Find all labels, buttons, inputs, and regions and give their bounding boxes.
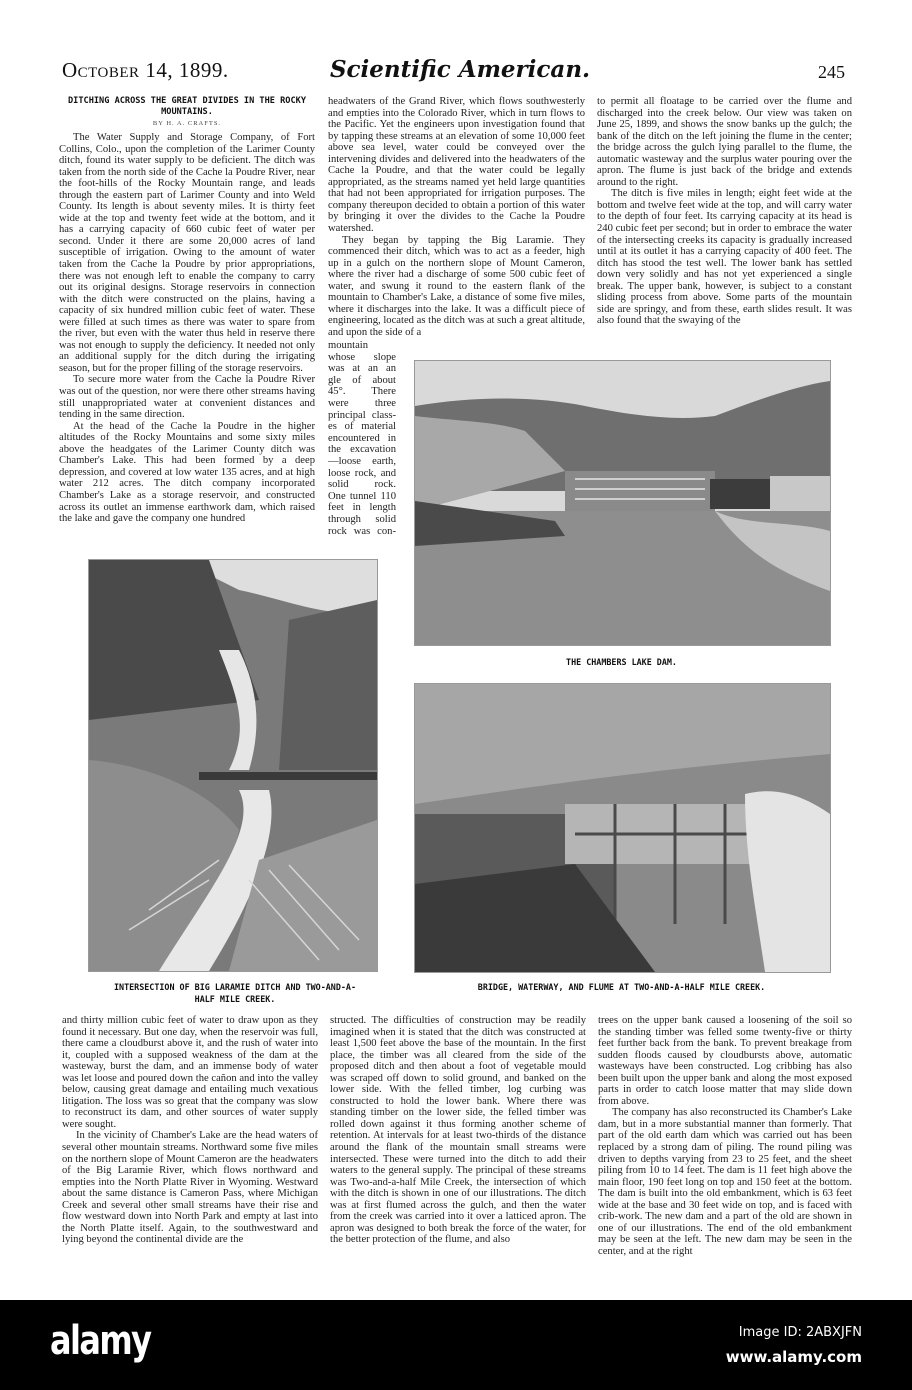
- issue-date: October 14, 1899.: [62, 58, 229, 82]
- article-headline: DITCHING ACROSS THE GREAT DIVIDES IN THE ROCKY MOUNTAINS.: [68, 96, 306, 117]
- narrow-line: mountain: [328, 340, 369, 351]
- narrow-line: One tunnel 110: [328, 490, 396, 502]
- narrow-line: loose rock, and: [328, 467, 396, 479]
- alamy-url: www.alamy.com: [725, 1348, 862, 1366]
- image-id: Image ID: 2ABXJFN: [738, 1325, 862, 1340]
- column-3-top: [597, 96, 852, 360]
- column-2-narrow-text: [328, 340, 396, 537]
- narrow-line: encountered in: [328, 432, 396, 444]
- narrow-line: rock was con-: [328, 525, 396, 537]
- intersection-photo: [88, 559, 378, 972]
- narrow-line: 45°. There: [328, 386, 396, 398]
- masthead: Scientific American.: [329, 56, 591, 83]
- paragraph: They began by tapping the Big Laramie. They commenced their ditch, which was to act as a feeder, high up in a gulch on the northern slope of Mount Cameron, where the river had a discharge of some 500 cubic feet of water, and swung it round to the eastern flank of the mountain to Chamber's Lake, a distance of some five miles, where it discharges into the lake. It was a difficult piece of engineering, located as the ditch was at such a great altitude, and upon the side of a: [328, 234, 585, 338]
- alamy-logo: alamy: [50, 1318, 151, 1364]
- article-byline: BY H. A. CRAFTS.: [152, 120, 222, 127]
- paragraph: to permit all floatage to be carried over the flume and discharged into the creek below. Our view was taken on June 25, 1899, and shows the snow banks up the gulch; the bank of the ditch on the left joining the flume in the center; the bridge across the gulch lying parallel to the flume, the automatic wasteway and the surplus water pouring over the apron. The flume is just back of the bridge and extends around to the right.: [597, 96, 852, 188]
- paragraph: The Water Supply and Storage Company, of Fort Collins, Colo., upon the completion of the Larimer County ditch, found its water supply to be deficient. The ditch was taken from the north side of the Cache la Poudre River, near the foot-hills of the Rocky Mountain range, and leads through the eastern part of Larimer County and into Weld County. Its length is about seventy miles. It is thirty feet wide at the top and twenty feet wide at the bottom, and it has a carrying capacity of 660 cubic feet of water per second. Under it there are some 20,000 acres of land susceptible of irrigation. Owing to the amount of water taken from the Cache la Poudre by prior appropriations, there was not enough left to enable the company to carry out its original designs. Storage reservoirs in connection with the ditch were constructed on the plains, having a capacity of six hundred million cubic feet of water. These were filled at such times as there was water to spare from the river, but even with the water thus held in reserve there was not enough to supply the deficiency. It needed not only an additional supply for the ditch during the irrigating season, but for the proper filling of the storage reservoirs.: [59, 132, 315, 374]
- column-2-bottom: [330, 1015, 586, 1275]
- intersection-caption: [70, 981, 400, 1005]
- paragraph: At the head of the Cache la Poudre in the higher altitudes of the Rocky Mountains and some sixty miles above the headgates of the Larimer County ditch was Chamber's Lake. This had been formed by a deep depression, and covered at low water 135 acres, and at high water 212 acres. The ditch company incorporated Chamber's Lake as a storage reservoir, and constructed across its outlet an immense earthwork dam, which raised the lake and gave the company one hundred: [59, 420, 315, 525]
- narrow-line: es of material: [328, 421, 396, 433]
- column-1-bottom: [62, 1015, 318, 1275]
- narrow-line: —loose earth,: [328, 455, 396, 467]
- narrow-line: gle of about: [328, 374, 396, 386]
- intersection-caption-line-1: INTERSECTION OF BIG LARAMIE DITCH AND TWO-AND-A-: [113, 982, 357, 992]
- paragraph: trees on the upper bank caused a loosening of the soil so the standing timber was felled some twenty-five or thirty feet further back from the bank. To prevent breakage from sudden floods caused by cloudbursts above, automatic wasteways have been constructed. Log cribbing has also been built upon the upper bank and along the most exposed parts in order to catch loose matter that may slide down from above.: [598, 1015, 852, 1107]
- page-number: 245: [818, 62, 845, 82]
- chambers-lake-dam-photo: [414, 360, 831, 646]
- narrow-line: the excavation: [328, 444, 396, 456]
- paragraph: structed. The difficulties of construction may be readily imagined when it is stated that the ditch was constructed at least 1,500 feet above the base of the mountain. In the first place, the timber was all cleared from the side of the proposed ditch and then about a foot of vegetable mould was scraped off down to solid ground, and banked on the lower side. With the felled timber, log curbing was constructed to hold the lower bank. Where there was standing timber on the lower side, the felled timber was rolled down against it thus forming another scheme of retention. At intervals for at least two-thirds of the distance around the flank of the mountain small streams were intersected. These were turned into the ditch to add their waters to the general supply. The principal of these streams was Two-and-a-half Mile Creek, the intersection of which with the ditch is shown in one of our illustrations. The ditch was at first flumed across the gulch, and then the water from the creek was carried into it over a latticed apron. The apron was designed to both break the force of the water, for the better protection of the flume, and also: [330, 1015, 586, 1246]
- bridge-flume-photo: [414, 683, 831, 973]
- column-2-top: [328, 96, 585, 340]
- paragraph: The ditch is five miles in length; eight feet wide at the bottom and twelve feet wide at the top, and will carry water to the depth of four feet. Its carrying capacity at its head is 240 cubic feet per second; but in order to embrace the water of the intersecting creeks its capacity is gradually increased until at its outlet it has a carrying capacity of 400 feet. The ditch has stood the test well. The lower bank has settled down very solidly and has not yet experienced a single break. The upper bank, however, is subject to a constant sliding process from above. Some parts of the mountain side are springy, and from these, earth slides result. It was also found that the swaying of the: [597, 188, 852, 327]
- bridge-caption: BRIDGE, WATERWAY, AND FLUME AT TWO-AND-A-HALF MILE CREEK.: [477, 982, 766, 992]
- paragraph: and thirty million cubic feet of water to draw upon as they found it necessary. But one day, when the reservoir was full, there came a cloudburst above it, and the rush of water into it, coupled with a supposed weakness of the dam at the wasteway, burst the dam, and an immense body of water was let loose and poured down the cañon and into the valley below, causing great damage and entailing much vexatious litigation. The loss was so great that the company was slow to reconstruct its dam, and other sources of water supply were sought.: [62, 1015, 318, 1130]
- column-3-bottom: [598, 1015, 852, 1275]
- paragraph: To secure more water from the Cache la Poudre River was out of the question, nor were there other streams having still unappropriated water at convenient distances and tending in the same direction.: [59, 374, 315, 421]
- narrow-line: solid rock.: [328, 479, 396, 491]
- column-1-top: [59, 132, 315, 556]
- intersection-caption-line-2: HALF MILE CREEK.: [194, 994, 276, 1004]
- narrow-line: whose slope: [328, 351, 396, 363]
- narrow-line: were three: [328, 397, 396, 409]
- narrow-line: was at an an: [328, 363, 396, 375]
- paragraph: The company has also reconstructed its Chamber's Lake dam, but in a more substantial manner than formerly. That part of the old earth dam which was carried out has been replaced by a strong dam of piling. The round piling was driven to depths varying from 23 to 25 feet, and the sheet piling from 10 to 14 feet. The dam is 11 feet high above the main floor, 190 feet long on top and 150 feet at the bottom. The dam is built into the old embankment, which is 63 feet wide at the base and 30 feet wide on top, and is faced with crib-work. The new dam and a part of the old are shown in one of our illustrations. The end of the old embankment may be seen at the left. The new dam may be seen in the center, and at the right: [598, 1107, 852, 1257]
- dam-caption: THE CHAMBERS LAKE DAM.: [566, 657, 677, 667]
- paragraph: headwaters of the Grand River, which flows southwesterly and empties into the Colorado River, which in turn flows to the Pacific. Yet the engineers upon investigation found that by tapping these streams at an elevation of some 10,000 feet above sea level, water could be conveyed over the intervening divides and delivered into the headwaters of the Cache la Poudre, and that the water could be legally appropriated, as the streams named yet held large quantities that had not been appropriated for irrigation purposes. The company thereupon decided to obtain a portion of this water by bringing it over the divides to the Cache la Poudre watershed.: [328, 96, 585, 235]
- narrow-line: principal class-: [328, 409, 396, 421]
- narrow-line: through solid: [328, 513, 396, 525]
- narrow-line: feet in length: [328, 502, 396, 514]
- paragraph: In the vicinity of Chamber's Lake are the head waters of several other mountain streams. Northward some five miles on the northern slope of Mount Cameron are the headwaters of the Big Laramie River, which flows northward and empties into the North Platte River in Wyoming. Westward about the same distance is Cameron Pass, where Michigan Creek and several other small streams have their rise and flow westward down into North Park and empty at last into the North Platte itself. Again, to the southwestward and lying beyond the continental divide are the: [62, 1130, 318, 1246]
